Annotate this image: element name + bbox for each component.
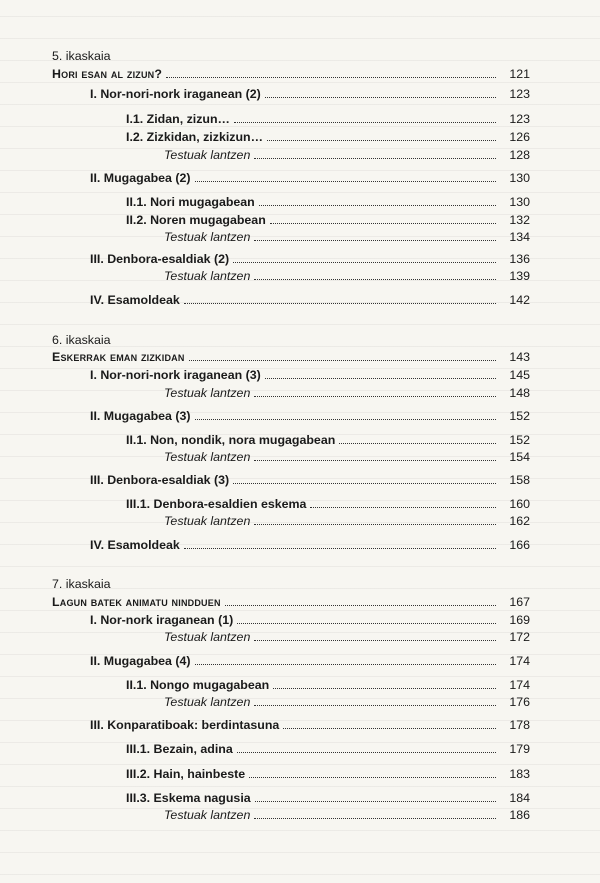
toc-entry[interactable]: III.2. Hain, hainbeste 183 [126,767,530,781]
toc-entry[interactable]: III.1. Bezain, adina 179 [126,742,530,756]
toc-entry-testuak[interactable]: Testuak lantzen 154 [164,450,530,464]
toc-entry[interactable]: II.1. Non, nondik, nora mugagabean 152 [126,433,530,447]
toc-entry[interactable]: IV. Esamoldeak 166 [90,538,530,552]
toc-entry-title[interactable]: Eskerrak eman zizkidan 143 [52,350,530,364]
toc-entry[interactable]: II. Mugagabea (2) 130 [90,171,530,185]
toc-entry-testuak[interactable]: Testuak lantzen 162 [164,514,530,528]
toc-entry-testuak[interactable]: Testuak lantzen 134 [164,230,530,244]
toc-entry-testuak[interactable]: Testuak lantzen 139 [164,269,530,283]
toc-entry[interactable]: III. Denbora-esaldiak (3) 158 [90,473,530,487]
toc-entry-testuak[interactable]: Testuak lantzen 148 [164,386,530,400]
toc-entry[interactable]: II.1. Nongo mugagabean 174 [126,678,530,692]
toc-entry-title[interactable]: Hori esan al zizun? 121 [52,67,530,81]
toc-entry-testuak[interactable]: Testuak lantzen 172 [164,630,530,644]
toc-entry[interactable]: I.2. Zizkidan, zizkizun… 126 [126,130,530,144]
toc-entry-title[interactable]: Lagun batek animatu nindduen 167 [52,595,530,609]
chapter-label: 6. ikaskaia [52,333,111,347]
toc-entry[interactable]: III. Konparatiboak: berdintasuna 178 [90,718,530,732]
toc-entry[interactable]: I. Nor-nori-nork iraganean (3) 145 [90,368,530,382]
toc-entry[interactable]: I. Nor-nori-nork iraganean (2) 123 [90,87,530,101]
toc-entry-testuak[interactable]: Testuak lantzen 128 [164,148,530,162]
toc-entry[interactable]: II.1. Nori mugagabean 130 [126,195,530,209]
toc-entry[interactable]: II. Mugagabea (4) 174 [90,654,530,668]
toc-entry[interactable]: I.1. Zidan, zizun… 123 [126,112,530,126]
chapter-label: 5. ikaskaia [52,49,111,63]
toc-entry-testuak[interactable]: Testuak lantzen 186 [164,808,530,822]
toc-entry[interactable]: IV. Esamoldeak 142 [90,293,530,307]
toc-entry[interactable]: III.3. Eskema nagusia 184 [126,791,530,805]
toc-entry[interactable]: III. Denbora-esaldiak (2) 136 [90,252,530,266]
toc-entry-testuak[interactable]: Testuak lantzen 176 [164,695,530,709]
toc-entry[interactable]: II.2. Noren mugagabean 132 [126,213,530,227]
toc-entry[interactable]: II. Mugagabea (3) 152 [90,409,530,423]
toc-entry[interactable]: III.1. Denbora-esaldien eskema 160 [126,497,530,511]
toc-entry[interactable]: I. Nor-nork iraganean (1) 169 [90,613,530,627]
chapter-label: 7. ikaskaia [52,577,111,591]
